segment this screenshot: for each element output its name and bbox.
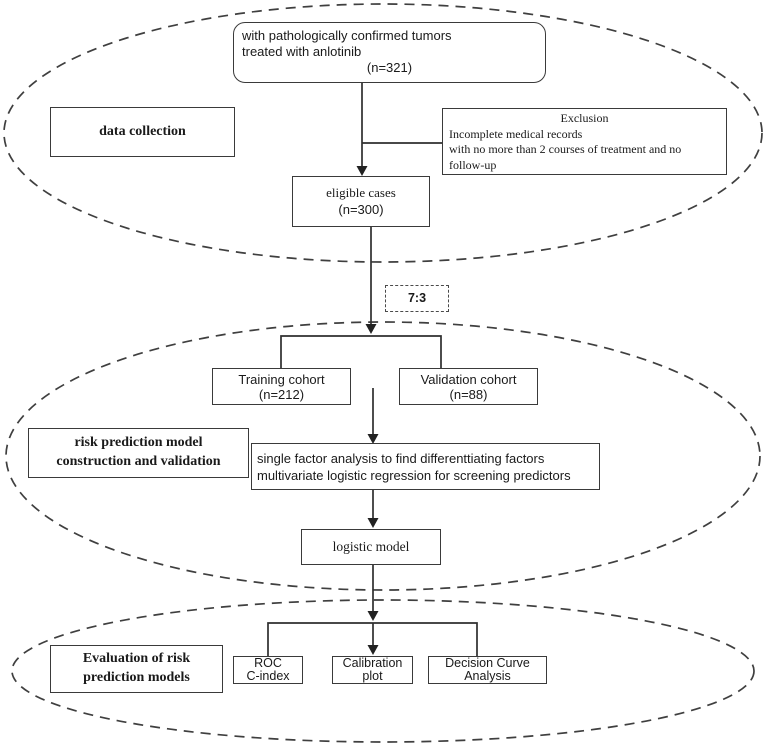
stage3-label-evaluation — [50, 645, 223, 693]
inclusion-line2: treated with anlotinib — [242, 44, 362, 59]
arrow-to-evaluation-head — [368, 611, 379, 621]
logistic-model-box — [301, 529, 441, 565]
exclusion-line3: follow-up — [449, 157, 497, 172]
stage2-label-line2: construction and validation — [56, 454, 221, 469]
exclusion-criteria-box — [442, 108, 727, 175]
stage1-label-text: data collection — [99, 123, 186, 139]
validation-cohort-label: Validation cohort — [420, 371, 517, 387]
factor-analysis-box — [251, 443, 600, 490]
arrow-to-calibration-head — [368, 645, 379, 655]
decision-curve-box — [428, 656, 547, 684]
cohort-branch-connector — [281, 336, 441, 368]
calibration-line2: plot — [362, 669, 383, 683]
split-ratio-text: 7:3 — [407, 290, 427, 305]
validation-cohort-count: (n=88) — [449, 386, 488, 402]
exclusion-line1: Incomplete medical records — [449, 126, 583, 141]
eligible-count: (n=300) — [338, 201, 384, 217]
exclusion-title: Exclusion — [560, 111, 609, 125]
stage2-label-risk-prediction — [28, 428, 249, 478]
arrow-inclusion-to-eligible-head — [357, 166, 368, 176]
eligible-label: eligible cases — [326, 185, 396, 201]
split-ratio-box — [385, 285, 449, 312]
decision-line2: Analysis — [464, 669, 511, 683]
training-cohort-box — [212, 368, 351, 405]
analysis-line1: single factor analysis to find differenttiating factors — [257, 450, 545, 466]
training-cohort-count: (n=212) — [258, 386, 305, 402]
eligible-cases-box — [292, 176, 430, 227]
stage2-label-line1: risk prediction model — [74, 435, 203, 451]
calibration-plot-box — [332, 656, 413, 684]
validation-cohort-box — [399, 368, 538, 405]
roc-line1: ROC — [254, 655, 282, 670]
logistic-model-label: logistic model — [332, 538, 410, 554]
stage1-label-data-collection — [50, 107, 235, 157]
arrow-eligible-to-split-head — [366, 324, 377, 334]
training-cohort-label: Training cohort — [238, 371, 325, 387]
inclusion-count: (n=321) — [366, 60, 413, 75]
inclusion-criteria-box — [233, 22, 546, 83]
roc-cindex-box — [233, 656, 303, 684]
roc-line2: C-index — [246, 669, 290, 683]
calibration-line1: Calibration — [342, 655, 403, 670]
stage3-label-line1: Evaluation of risk — [82, 651, 191, 667]
exclusion-line2: with no more than 2 courses of treatment and no — [449, 142, 682, 156]
decision-line1: Decision Curve — [445, 655, 530, 670]
analysis-line2: multivariate logistic regression for screening predictors — [257, 467, 571, 483]
arrow-to-logistic-head — [368, 518, 379, 528]
stage3-label-line2: prediction models — [83, 670, 190, 685]
inclusion-line1: with pathologically confirmed tumors — [242, 28, 452, 43]
